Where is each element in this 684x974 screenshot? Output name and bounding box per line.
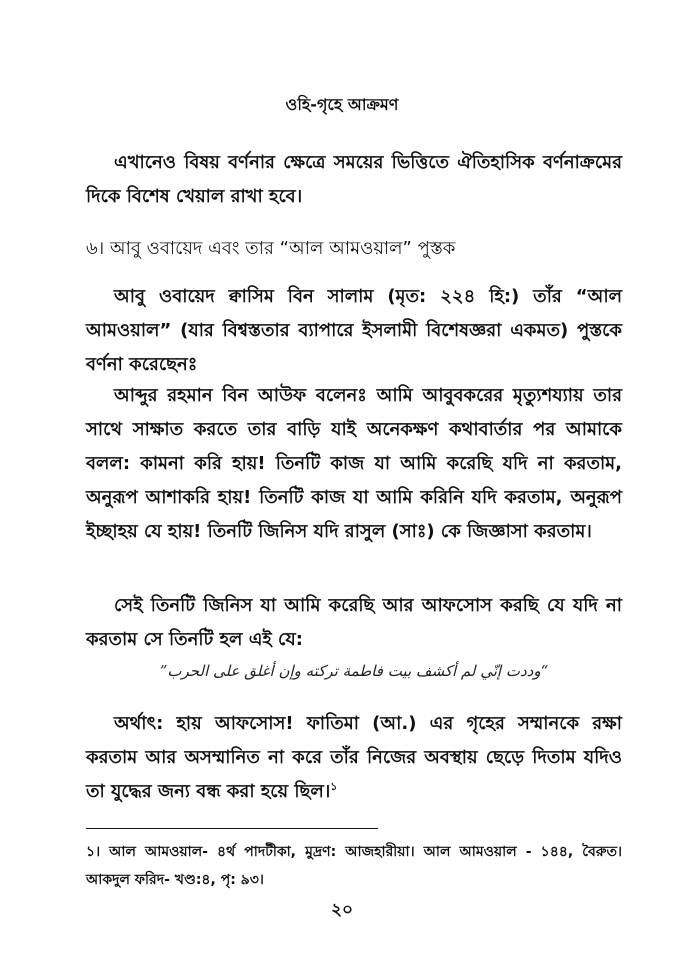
footnote-reference: ১ xyxy=(330,780,338,793)
paragraph-abdur-rahman-narration: আব্দুর রহমান বিন আউফ বলেনঃ আমি আবুবকরের মৃত্যুশয্যায় তার সাথে সাক্ষাত করতে তার বাড়ি যাই অনেকক্ষণ কথাবার্তার পর আমাকে বলল: কামনা করি হায়! তিনটি কাজ যা আমি করেছি যদি না করতাম, অনুরূপ আশাকরি হায়! তিনটি কাজ যা আমি করিনি যদি করতাম, অনুরূপ ইচ্ছাহয় যে হায়! তিনটি জিনিস যদি রাসুল (সাঃ) কে জিজ্ঞাসা করতাম। xyxy=(86,385,622,542)
paragraph-translation xyxy=(86,707,622,809)
arabic-quote: “وددت إنّي لم أكشف بيت فاطمة تركته وإن أغلق على الحرب” xyxy=(159,662,549,680)
paragraph-three-things: সেই তিনটি জিনিস যা আমি করেছি আর আফসোস করছি যে যদি না করতাম সে তিনটি হল এই যে: xyxy=(86,595,622,650)
paragraph-abu-ubayd: আবু ওবায়েদ ক্বাসিম বিন সালাম (মৃত: ২২৪ হি:) তাঁর “আল আমওয়াল” (যার বিশ্বস্ততার ব্যাপারে ইসলামী বিশেষজ্ঞরা একমত) পুস্তকে বর্ণনা করেছেনঃ xyxy=(86,286,622,375)
footnote-divider xyxy=(86,828,378,829)
translation-text: অর্থাৎ: হায় আফসোস! ফাতিমা (আ.) এর গৃহের সম্মানকে রক্ষা করতাম আর অসম্মানিত না করে তাঁর নিজের অবস্থায় ছেড়ে দিতাম যদিও তা যুদ্ধের জন্য বন্ধ করা হয়ে ছিল। xyxy=(86,713,622,802)
page-number: ২০ xyxy=(330,900,354,920)
running-head: ওহি-গৃহে আক্রমণ xyxy=(285,95,399,114)
footnote: ১। আল আমওয়াল- ৪র্থ পাদটীকা, মুদ্রণ: আজহারীয়া। আল আমওয়াল - ১৪৪, বৈরুত। আকদুল ফরিদ- খণ্ড:৪, পৃ: ৯৩। xyxy=(86,844,622,888)
intro-paragraph: এখানেও বিষয় বর্ণনার ক্ষেত্রে সময়ের ভিত্তিতে ঐতিহাসিক বর্ণনাক্রমের দিকে বিশেষ খেয়াল রাখা হবে। xyxy=(86,152,622,207)
section-heading: ৬। আবু ওবায়েদ এবং তার “আল আমওয়াল” পুস্তক xyxy=(86,238,456,259)
